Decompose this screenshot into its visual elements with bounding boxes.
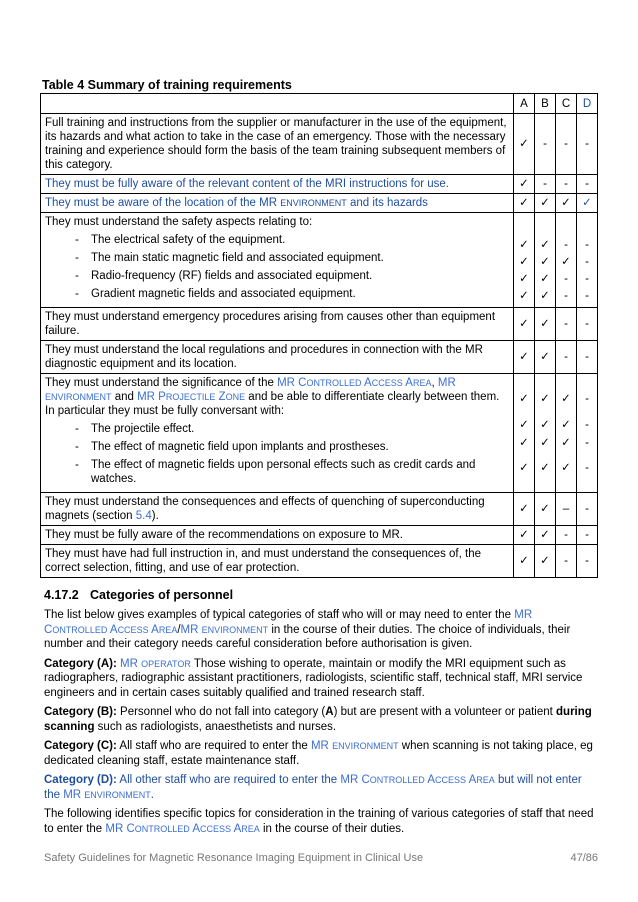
mark-a: ✓ <box>514 308 535 341</box>
mark-a: ✓ <box>514 493 535 526</box>
mark-b: ✓ ✓ ✓ ✓ <box>535 374 556 493</box>
link-mr-controlled-access-area[interactable]: MR CONTROLLED ACCESS AREA <box>44 609 533 636</box>
link-mr-projectile-zone[interactable]: MR PROJECTILE ZONE <box>137 391 246 403</box>
link-mr-controlled-access-area[interactable]: MR CONTROLLED ACCESS AREA <box>277 377 432 389</box>
row-text: They must understand the local regulations and procedures in connection with the MR diagnostic equipment and its location. <box>41 341 514 374</box>
table-row <box>41 114 598 175</box>
category-c-paragraph: Category (C): All staff who are required to enter the MR ENVIRONMENT when scanning is not taking place, eg dedicated cleaning staff, estate maintenance staff. <box>44 740 593 767</box>
header-c: C <box>556 94 577 114</box>
list-item: - The electrical safety of the equipment. <box>75 234 286 246</box>
footer-title: Safety Guidelines for Magnetic Resonance Imaging Equipment in Clinical Use <box>44 852 424 864</box>
row-text: They must understand the safety aspects relating to: - The electrical safety of the equipment. - The main static magnetic field and associated equipment. - Radio-frequency (RF) fields and associated equipment. - Gradient magnetic fields and associated equipment. <box>41 213 514 308</box>
mark-c: - <box>556 526 577 545</box>
list-item: - The effect of magnetic field upon implants and prostheses. <box>75 441 389 453</box>
mark-a: ✓ <box>514 341 535 374</box>
link-mr-controlled-access-area[interactable]: MR CONTROLLED ACCESS AREA <box>105 822 260 835</box>
mark-c: - <box>556 175 577 194</box>
mark-a: ✓ ✓ ✓ ✓ <box>514 374 535 493</box>
table-row <box>41 526 598 545</box>
row-text: Full training and instructions from the supplier or manufacturer in the use of the equipment, its hazards and what action to take in the case of an emergency. Those with the necessary training and experience should form the basis of the team training subsequent members of this category. <box>41 114 514 175</box>
row-text: They must understand the significance of the MR CONTROLLED ACCESS AREA, MR ENVIRONMENT and MR PROJECTILE ZONE and be able to differentiate clearly between them. In particular they must be fully conversant with: - The projectile effect. - The effect of magnetic field upon implants and prostheses. - The effect of magnetic fields upon personal effects such as credit cards and watches. <box>41 374 514 493</box>
link-mr-environment[interactable]: MR ENVIRONMENT <box>310 740 399 752</box>
section-heading: 4.17.2 Categories of personnel <box>44 588 234 602</box>
mark-c: - <box>556 114 577 175</box>
mark-c: - <box>556 545 577 578</box>
row-text: They must understand emergency procedures arising from causes other than equipment failure. <box>41 308 514 341</box>
mark-c: ✓ <box>556 194 577 213</box>
document-page <box>40 78 598 841</box>
table-row <box>41 493 598 526</box>
mark-a: ✓ ✓ ✓ ✓ <box>514 213 535 308</box>
mark-a: ✓ <box>514 114 535 175</box>
mark-c: - ✓ - - <box>556 213 577 308</box>
mark-a: ✓ <box>514 175 535 194</box>
table-title: Table 4 Summary of training requirements <box>42 78 292 92</box>
mark-c: ✓ ✓ ✓ ✓ <box>556 374 577 493</box>
mark-a: ✓ <box>514 194 535 213</box>
link-mr-environment[interactable]: MR ENVIRONMENT <box>63 788 151 801</box>
category-d-paragraph: Category (D): All other staff who are required to enter the MR CONTROLLED ACCESS AREA but will not enter the MR ENVIRONMENT. <box>44 774 582 801</box>
row-text: They must understand the consequences and effects of quenching of superconducting magnets (section 5.4). <box>41 493 514 526</box>
row-text: They must have had full instruction in, and must understand the consequences of, the correct selection, fitting, and use of ear protection. <box>41 545 514 578</box>
mark-d: - <box>577 114 598 175</box>
mark-d: - <box>577 341 598 374</box>
mark-d: - <box>577 308 598 341</box>
training-requirements-table <box>40 93 598 578</box>
mark-d: - <box>577 175 598 194</box>
category-b-paragraph: Category (B): Personnel who do not fall into category (A) but are present with a volunteer or patient during scanning such as radiologists, anaesthetists and nurses. <box>44 706 592 733</box>
mark-d: - <box>577 545 598 578</box>
table-row <box>41 213 598 308</box>
closing-paragraph: The following identifies specific topics for consideration in the training of various categories of staff that need to enter the MR CONTROLLED ACCESS AREA in the course of their duties. <box>44 808 594 835</box>
mark-d: - - - - <box>577 213 598 308</box>
list-item: - The effect of magnetic fields upon personal effects such as credit cards and watches. <box>75 459 476 485</box>
mark-b: ✓ ✓ ✓ ✓ <box>535 213 556 308</box>
mark-a: ✓ <box>514 526 535 545</box>
mark-b: ✓ <box>535 341 556 374</box>
table-row <box>41 374 598 493</box>
mark-c: - <box>556 308 577 341</box>
mark-b: ✓ <box>535 493 556 526</box>
table-row <box>41 194 598 213</box>
link-mr-operator[interactable]: MR OPERATOR <box>120 657 191 670</box>
header-a: A <box>514 94 535 114</box>
mark-b: ✓ <box>535 545 556 578</box>
table-row <box>41 545 598 578</box>
link-mr-environment[interactable]: MR ENVIRONMENT <box>180 623 269 636</box>
mark-d: - - - - <box>577 374 598 493</box>
mark-b: ✓ <box>535 194 556 213</box>
table-row <box>41 341 598 374</box>
mark-d: ✓ <box>577 194 598 213</box>
list-item: - The projectile effect. <box>75 423 195 435</box>
mark-b: - <box>535 114 556 175</box>
mark-b: - <box>535 175 556 194</box>
mark-c: - <box>556 341 577 374</box>
intro-paragraph: The list below gives examples of typical categories of staff who will or may need to enter the MR CONTROLLED ACCESS AREA/MR ENVIRONMENT in the course of their duties. The choice of individuals, their number and their category needs careful consideration before authorisation is given. <box>44 609 571 650</box>
mark-b: ✓ <box>535 308 556 341</box>
table-row <box>41 175 598 194</box>
page-number: 47/86 <box>570 852 598 864</box>
table-header-row <box>41 94 598 114</box>
mark-a: ✓ <box>514 545 535 578</box>
link-section-5-4[interactable]: 5.4 <box>135 510 152 522</box>
mark-b: ✓ <box>535 526 556 545</box>
page-footer <box>44 852 598 864</box>
row-text: They must be fully aware of the relevant content of the MRI instructions for use. <box>41 175 514 194</box>
mark-d: - <box>577 493 598 526</box>
list-item: - Gradient magnetic fields and associated equipment. <box>75 288 356 300</box>
mark-d: - <box>577 526 598 545</box>
link-mr-controlled-access-area[interactable]: MR CONTROLLED ACCESS AREA <box>340 774 495 786</box>
link-mr-environment[interactable]: MR ENVIRONMENT <box>45 377 456 402</box>
header-b: B <box>535 94 556 114</box>
row-text: They must be aware of the location of the MR ENVIRONMENT and its hazards <box>41 194 514 213</box>
header-d: D <box>577 94 598 114</box>
category-a-paragraph: Category (A): MR OPERATOR Those wishing to operate, maintain or modify the MRI equipment such as radiographers, radiographic assistant practitioners, radiologists, scientific staff, technical staff, MRI service engineers and in certain cases suitably qualified and trained research staff. <box>44 657 583 699</box>
mark-c: – <box>556 493 577 526</box>
list-item: - Radio-frequency (RF) fields and associated equipment. <box>75 270 373 282</box>
table-row <box>41 308 598 341</box>
list-item: - The main static magnetic field and associated equipment. <box>75 252 384 264</box>
row-text: They must be fully aware of the recommendations on exposure to MR. <box>41 526 514 545</box>
